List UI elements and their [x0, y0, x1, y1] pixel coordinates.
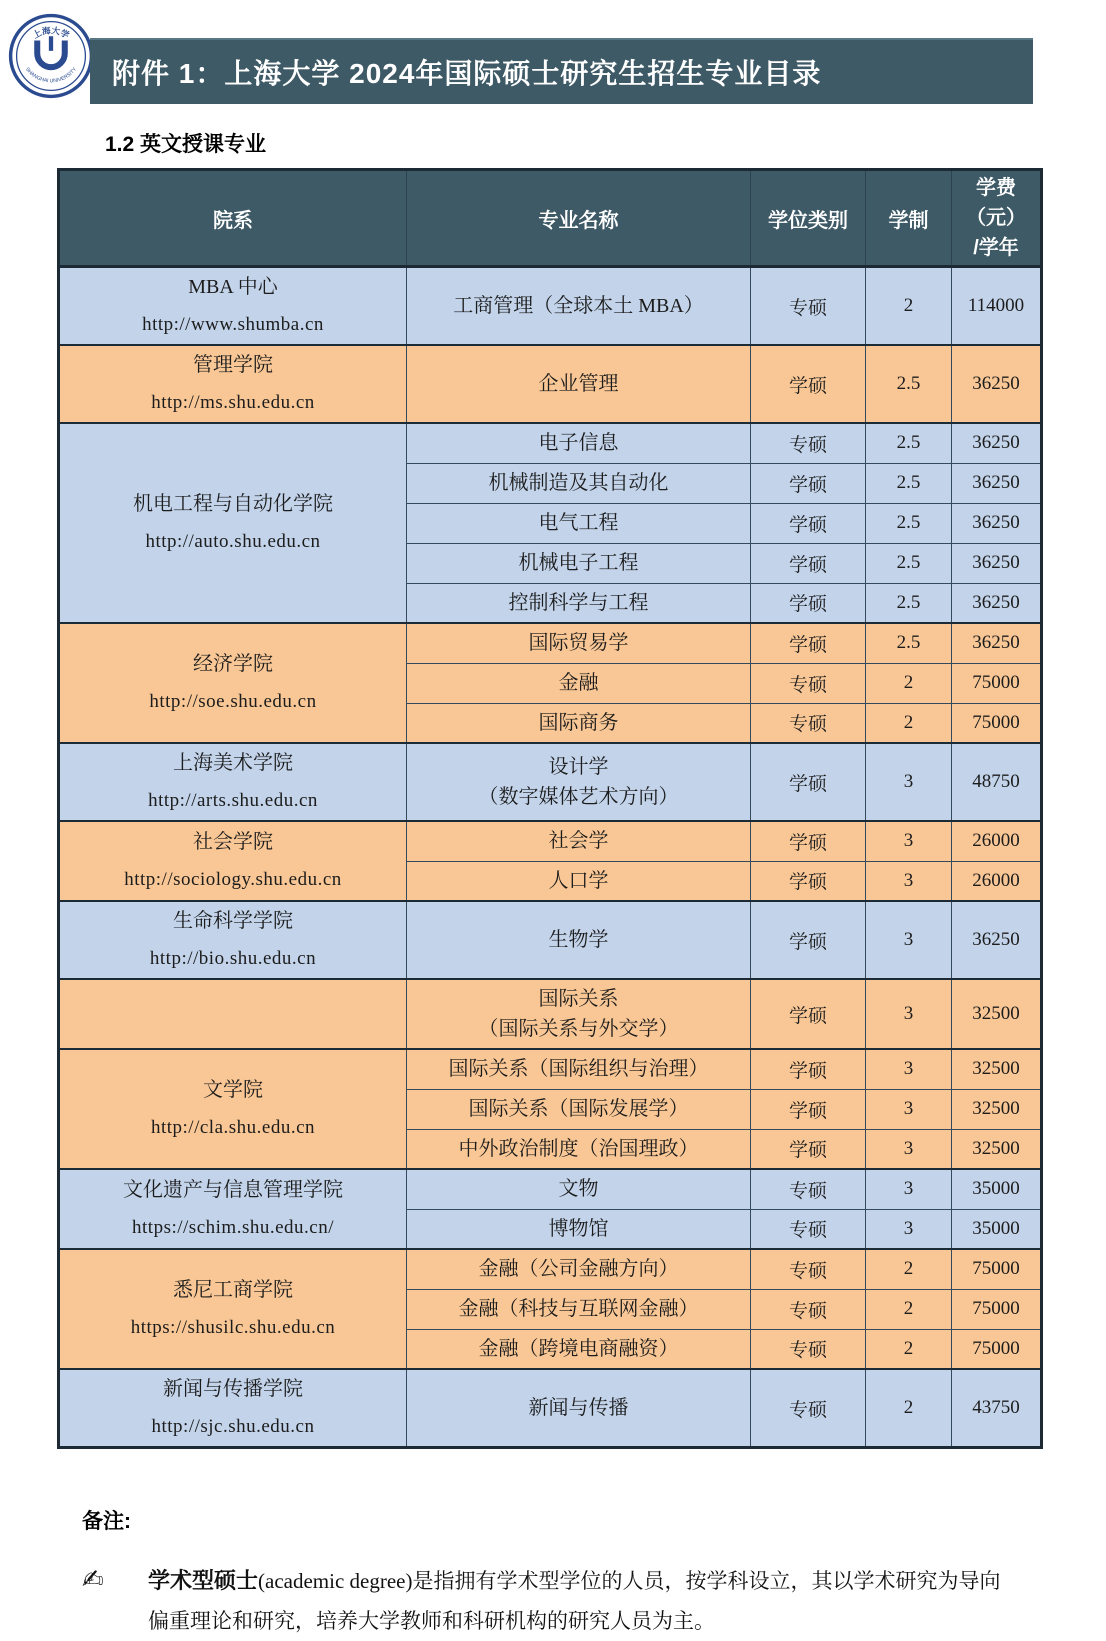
logo-bottom-text: SHANGHAI UNIVERSITY	[23, 66, 79, 85]
college-cell	[59, 901, 407, 979]
degree-cell: 学硕	[751, 463, 866, 503]
program-name-cell: 社会学	[407, 821, 751, 861]
college-url: http://arts.shu.edu.cn	[148, 790, 318, 811]
college-url: http://ms.shu.edu.cn	[151, 392, 315, 413]
college-name: 悉尼工商学院	[173, 1279, 293, 1301]
section-title: 1.2 英文授课专业	[105, 133, 267, 156]
college-name: 生命科学学院	[173, 910, 293, 932]
program-row	[59, 821, 1042, 861]
duration-cell: 2.5	[866, 503, 952, 543]
college-name: 文化遗产与信息管理学院	[123, 1179, 343, 1201]
program-name-cell: 电气工程	[407, 503, 751, 543]
fee-cell: 36250	[952, 543, 1042, 583]
degree-cell: 学硕	[751, 979, 866, 1049]
note-line2: 偏重理论和研究，培养大学教师和科研机构的研究人员为主。	[148, 1609, 715, 1633]
college-cell	[59, 979, 407, 1049]
degree-cell: 专硕	[751, 703, 866, 743]
college-url: http://sjc.shu.edu.cn	[151, 1416, 315, 1437]
program-row	[59, 979, 1042, 1049]
program-name-cell: 金融（科技与互联网金融）	[407, 1289, 751, 1329]
college-name: 机电工程与自动化学院	[133, 493, 333, 515]
program-name-cell: 控制科学与工程	[407, 583, 751, 623]
college-cell	[59, 345, 407, 423]
duration-cell: 3	[866, 821, 952, 861]
college-cell	[59, 743, 407, 821]
college-url: http://bio.shu.edu.cn	[149, 948, 317, 969]
fee-cell: 35000	[952, 1209, 1042, 1249]
program-name-cell: 金融	[407, 663, 751, 703]
col-header-duration: 学制	[866, 170, 952, 267]
college-name: MBA 中心	[188, 276, 278, 298]
attachment-title-band	[90, 38, 1033, 104]
program-name-cell: 国际关系 （国际关系与外交学）	[407, 979, 751, 1049]
duration-cell: 2.5	[866, 623, 952, 663]
degree-cell: 学硕	[751, 623, 866, 663]
page-header	[0, 0, 1106, 112]
program-name-cell: 文物	[407, 1169, 751, 1209]
program-row	[59, 1369, 1042, 1448]
duration-cell: 3	[866, 979, 952, 1049]
fee-cell: 32500	[952, 979, 1042, 1049]
fee-cell: 75000	[952, 663, 1042, 703]
duration-cell: 2	[866, 703, 952, 743]
program-name-cell: 电子信息	[407, 423, 751, 463]
duration-cell: 2.5	[866, 543, 952, 583]
college-url: http://sociology.shu.edu.cn	[124, 869, 342, 890]
program-row	[59, 267, 1042, 346]
duration-cell: 3	[866, 1049, 952, 1089]
degree-cell: 专硕	[751, 1289, 866, 1329]
program-name-cell: 金融（跨境电商融资）	[407, 1329, 751, 1369]
fee-cell: 26000	[952, 861, 1042, 901]
fee-cell: 36250	[952, 463, 1042, 503]
duration-cell: 3	[866, 1169, 952, 1209]
fee-cell: 36250	[952, 345, 1042, 423]
college-cell	[59, 423, 407, 623]
programs-table	[57, 168, 1043, 1449]
program-row	[59, 1169, 1042, 1209]
duration-cell: 2.5	[866, 463, 952, 503]
fee-cell: 32500	[952, 1089, 1042, 1129]
program-name-cell: 企业管理	[407, 345, 751, 423]
fee-cell: 35000	[952, 1169, 1042, 1209]
degree-cell: 学硕	[751, 345, 866, 423]
duration-cell: 2	[866, 663, 952, 703]
note-term: 学术型硕士	[148, 1568, 259, 1593]
fee-cell: 32500	[952, 1129, 1042, 1169]
duration-cell: 2.5	[866, 583, 952, 623]
program-name-cell: 生物学	[407, 901, 751, 979]
fee-cell: 36250	[952, 623, 1042, 663]
college-url: http://www.shumba.cn	[142, 314, 324, 335]
duration-cell: 2	[866, 267, 952, 346]
college-url: http://cla.shu.edu.cn	[150, 1117, 316, 1138]
program-row	[59, 1249, 1042, 1289]
fee-cell: 75000	[952, 1289, 1042, 1329]
col-header-fee-line2: /学年	[973, 237, 1019, 259]
program-name-cell: 国际贸易学	[407, 623, 751, 663]
col-header-fee-line1: 学费（元）	[966, 177, 1026, 229]
program-name-cell: 新闻与传播	[407, 1369, 751, 1448]
college-name: 管理学院	[193, 354, 273, 376]
logo-top-text: 上海大学	[31, 25, 71, 41]
fee-cell: 48750	[952, 743, 1042, 821]
program-row	[59, 901, 1042, 979]
degree-cell: 学硕	[751, 861, 866, 901]
writing-hand-icon: ✍	[82, 1565, 104, 1595]
fee-cell: 36250	[952, 423, 1042, 463]
degree-cell: 学硕	[751, 503, 866, 543]
college-url: http://soe.shu.edu.cn	[149, 691, 317, 712]
duration-cell: 3	[866, 1089, 952, 1129]
degree-cell: 学硕	[751, 901, 866, 979]
col-header-degree: 学位类别	[751, 170, 866, 267]
college-cell	[59, 1049, 407, 1169]
degree-cell: 学硕	[751, 1089, 866, 1129]
duration-cell: 3	[866, 1209, 952, 1249]
degree-cell: 学硕	[751, 1129, 866, 1169]
duration-cell: 3	[866, 1129, 952, 1169]
degree-cell: 专硕	[751, 267, 866, 346]
col-header-fee	[952, 170, 1042, 267]
notes-section	[82, 1505, 1042, 1641]
college-cell	[59, 1369, 407, 1448]
fee-cell: 36250	[952, 901, 1042, 979]
college-url: http://auto.shu.edu.cn	[145, 531, 321, 552]
program-row	[59, 743, 1042, 821]
college-name: 上海美术学院	[173, 752, 293, 774]
duration-cell: 2	[866, 1249, 952, 1289]
college-cell	[59, 821, 407, 901]
degree-cell: 专硕	[751, 423, 866, 463]
col-header-program: 专业名称	[407, 170, 751, 267]
col-header-department: 院系	[59, 170, 407, 267]
degree-cell: 专硕	[751, 1329, 866, 1369]
college-name: 社会学院	[193, 831, 273, 853]
college-cell	[59, 1249, 407, 1369]
college-name: 经济学院	[193, 653, 273, 675]
program-name-cell: 人口学	[407, 861, 751, 901]
fee-cell: 36250	[952, 583, 1042, 623]
college-cell	[59, 1169, 407, 1249]
program-row	[59, 345, 1042, 423]
duration-cell: 2	[866, 1329, 952, 1369]
attachment-title: 附件 1：上海大学 2024年国际硕士研究生招生专业目录	[112, 58, 822, 89]
program-name-cell: 国际关系（国际组织与治理）	[407, 1049, 751, 1089]
program-name-cell: 中外政治制度（治国理政）	[407, 1129, 751, 1169]
degree-cell: 学硕	[751, 583, 866, 623]
program-row	[59, 1049, 1042, 1089]
degree-cell: 专硕	[751, 663, 866, 703]
shanghai-university-logo-icon	[8, 13, 94, 99]
table-header-row	[59, 170, 1042, 267]
note-item	[82, 1561, 1042, 1641]
fee-cell: 32500	[952, 1049, 1042, 1089]
program-row	[59, 423, 1042, 463]
fee-cell: 75000	[952, 1249, 1042, 1289]
fee-cell: 75000	[952, 1329, 1042, 1369]
program-name-cell: 机械制造及其自动化	[407, 463, 751, 503]
fee-cell: 75000	[952, 703, 1042, 743]
college-cell	[59, 623, 407, 743]
degree-cell: 专硕	[751, 1209, 866, 1249]
college-url: https://schim.shu.edu.cn/	[132, 1217, 334, 1238]
degree-cell: 学硕	[751, 743, 866, 821]
duration-cell: 2	[866, 1369, 952, 1448]
fee-cell: 43750	[952, 1369, 1042, 1448]
program-name-cell: 机械电子工程	[407, 543, 751, 583]
degree-cell: 学硕	[751, 821, 866, 861]
notes-label: 备注:	[82, 1510, 131, 1533]
program-name-cell: 金融（公司金融方向）	[407, 1249, 751, 1289]
program-name-cell: 博物馆	[407, 1209, 751, 1249]
duration-cell: 2.5	[866, 345, 952, 423]
program-name-cell: 工商管理（全球本土 MBA）	[407, 267, 751, 346]
duration-cell: 3	[866, 743, 952, 821]
degree-cell: 学硕	[751, 1049, 866, 1089]
degree-cell: 专硕	[751, 1169, 866, 1209]
degree-cell: 专硕	[751, 1249, 866, 1289]
degree-cell: 专硕	[751, 1369, 866, 1448]
program-name-cell: 设计学 （数字媒体艺术方向）	[407, 743, 751, 821]
fee-cell: 114000	[952, 267, 1042, 346]
fee-cell: 26000	[952, 821, 1042, 861]
duration-cell: 3	[866, 901, 952, 979]
college-cell	[59, 267, 407, 346]
duration-cell: 2.5	[866, 423, 952, 463]
program-row	[59, 623, 1042, 663]
college-name: 新闻与传播学院	[163, 1378, 303, 1400]
program-name-cell: 国际商务	[407, 703, 751, 743]
program-name-cell: 国际关系（国际发展学）	[407, 1089, 751, 1129]
note-text	[148, 1561, 1000, 1641]
duration-cell: 2	[866, 1289, 952, 1329]
college-name: 文学院	[203, 1079, 263, 1101]
fee-cell: 36250	[952, 503, 1042, 543]
note-line1: (academic degree)是指拥有学术型学位的人员，按学科设立，其以学术研究为导向	[258, 1569, 1001, 1593]
duration-cell: 3	[866, 861, 952, 901]
college-url: https://shusilc.shu.edu.cn	[130, 1317, 336, 1338]
degree-cell: 学硕	[751, 543, 866, 583]
